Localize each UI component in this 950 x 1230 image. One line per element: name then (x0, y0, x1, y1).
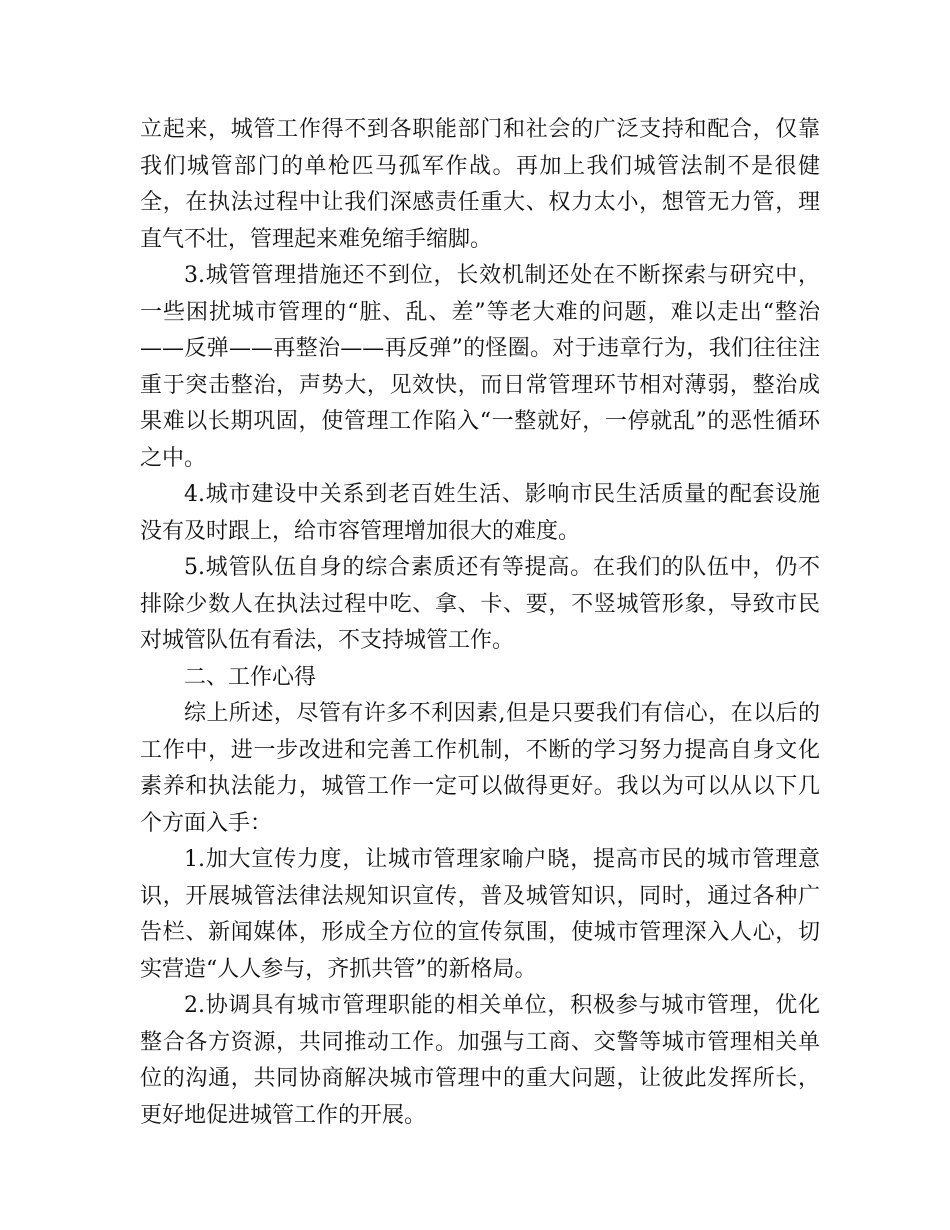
document-body (140, 112, 820, 1134)
paragraph-item-4: 4.城市建设中关系到老百姓生活、影响市民生活质量的配套设施没有及时跟上，给市容管理增加很大的难度。 (140, 482, 820, 544)
paragraph-measure-1: 1.加大宣传力度，让城市管理家喻户晓，提高市民的城市管理意识，开展城管法律法规知识宣传，普及城管知识，同时，通过各种广告栏、新闻媒体，形成全方位的宣传氛围，使城市管理深入人心，切实营造“人人参与，齐抓共管”的新格局。 (140, 847, 820, 982)
paragraph-continuation: 立起来，城管工作得不到各职能部门和社会的广泛支持和配合，仅靠我们城管部门的单枪匹马孤军作战。再加上我们城管法制不是很健全，在执法过程中让我们深感责任重大、权力太小，想管无力管，理直气不壮，管理起来难免缩手缩脚。 (140, 117, 820, 252)
paragraph-measure-2: 2.协调具有城市管理职能的相关单位，积极参与城市管理，优化整合各方资源，共同推动工作。加强与工商、交警等城市管理相关单位的沟通，共同协商解决城市管理中的重大问题，让彼此发挥所长，更好地促进城管工作的开展。 (140, 993, 820, 1128)
section-heading: 二、工作心得 (184, 664, 317, 690)
paragraph-item-5: 5.城管队伍自身的综合素质还有等提高。在我们的队伍中，仍不排除少数人在执法过程中吃、拿、卡、要，不竖城管形象，导致市民对城管队伍有看法，不支持城管工作。 (140, 555, 820, 653)
paragraph-summary: 综上所述，尽管有许多不利因素,但是只要我们有信心，在以后的工作中，进一步改进和完善工作机制，不断的学习努力提高自身文化素养和执法能力，城管工作一定可以做得更好。我以为可以从以下几个方面入手： (140, 701, 820, 836)
paragraph-item-3: 3.城管管理措施还不到位，长效机制还处在不断探索与研究中，一些困扰城市管理的“脏、乱、差”等老大难的问题，难以走出“整治——反弹——再整治——再反弹”的怪圈。对于违章行为，我们往往注重于突击整治，声势大，见效快，而日常管理环节相对薄弱，整治成果难以长期巩固，使管理工作陷入“一整就好，一停就乱”的恶性循环之中。 (140, 263, 820, 471)
